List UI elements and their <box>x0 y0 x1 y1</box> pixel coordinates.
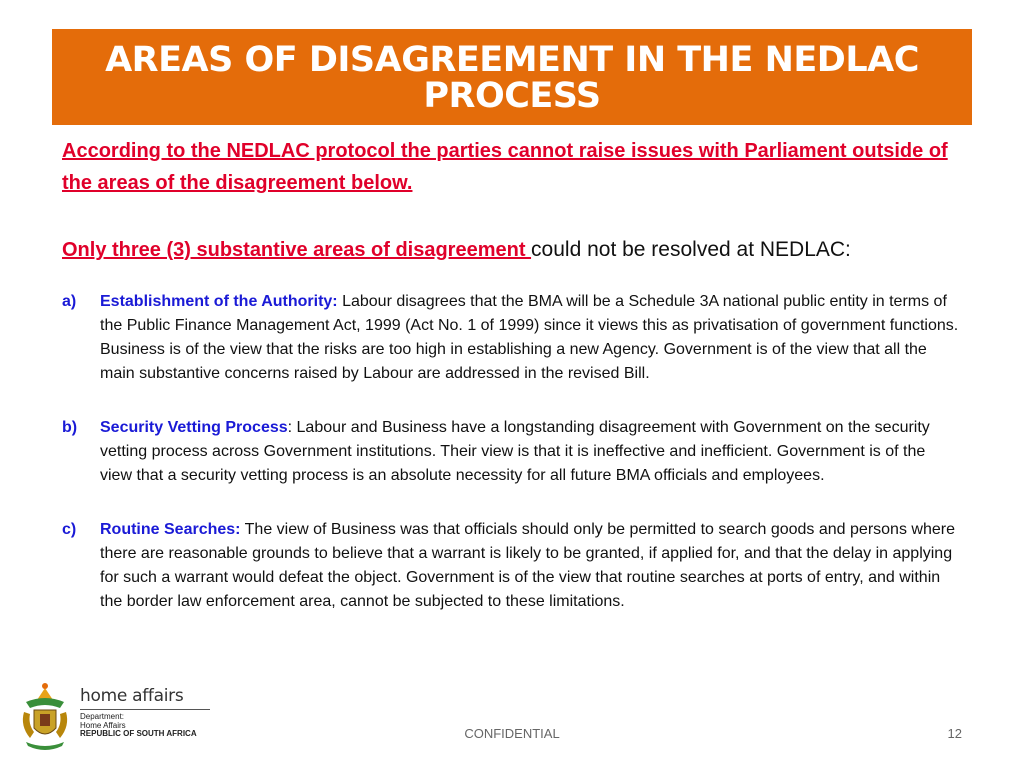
country-label: REPUBLIC OF SOUTH AFRICA <box>80 729 197 738</box>
intro-statement: According to the NEDLAC protocol the parties cannot raise issues with Parliament outside of the areas of the disagreement below. <box>62 140 948 194</box>
slide-title: AREAS OF DISAGREEMENT IN THE NEDLAC PROCESS <box>105 40 919 116</box>
list-marker: a) <box>62 293 77 310</box>
confidential-label: CONFIDENTIAL <box>464 726 560 741</box>
home-affairs-logo <box>16 682 206 754</box>
list-item-text: Labour disagrees that the BMA will be a Schedule 3A national public entity in terms of the Public Finance Management Act, 1999 (Act No. 1 of 1999) since it views this as privatisation of government functions. Business is of the view that the risks are too high in establishing a new Agency. Government is of the view that all the main substantive concerns raised by Labour are addressed in the revised Bill. <box>100 293 959 382</box>
list-item-heading: Establishment of the Authority: <box>100 293 338 310</box>
department-line: Department: <box>80 712 125 721</box>
list-item-text: The view of Business was that officials should only be permitted to search goods and persons where there are reasonable grounds to believe that a warrant is likely to be granted, if applied for, and that the delay in applying for such a warrant would defeat the object. Government is of the view that routine searches at ports of entry, and within the border law enforcement area, cannot be subjected to these limitations. <box>100 521 955 610</box>
list-item-body <box>100 416 960 488</box>
list-marker: b) <box>62 419 78 436</box>
list-item-heading: Routine Searches: <box>100 521 241 538</box>
brand-divider <box>80 709 210 710</box>
list-item <box>62 518 962 614</box>
brand-name: home affairs <box>80 686 184 706</box>
list-item-body <box>100 518 960 614</box>
title-bar <box>52 29 972 125</box>
lead-rest: could not be resolved at NEDLAC: <box>531 238 851 261</box>
list-item <box>62 416 962 488</box>
list-item-body <box>100 290 960 386</box>
list-marker: c) <box>62 521 77 538</box>
list-item-heading: Security Vetting Process <box>100 419 288 436</box>
coat-of-arms-icon <box>16 682 74 754</box>
list-item <box>62 290 962 386</box>
disagreement-list <box>62 290 962 614</box>
page-number: 12 <box>947 726 962 741</box>
lead-highlight: Only three (3) substantive areas of disagreement <box>62 239 532 261</box>
list-item-text: : Labour and Business have a longstanding disagreement with Government on the security vetting process across Government institutions. Their view is that it is ineffective and inefficient. Government is of the view that a security vetting process is an absolute necessity for all future BMA officials and employees. <box>100 419 930 484</box>
lead-statement <box>62 236 962 264</box>
department-line: Home Affairs <box>80 721 126 730</box>
